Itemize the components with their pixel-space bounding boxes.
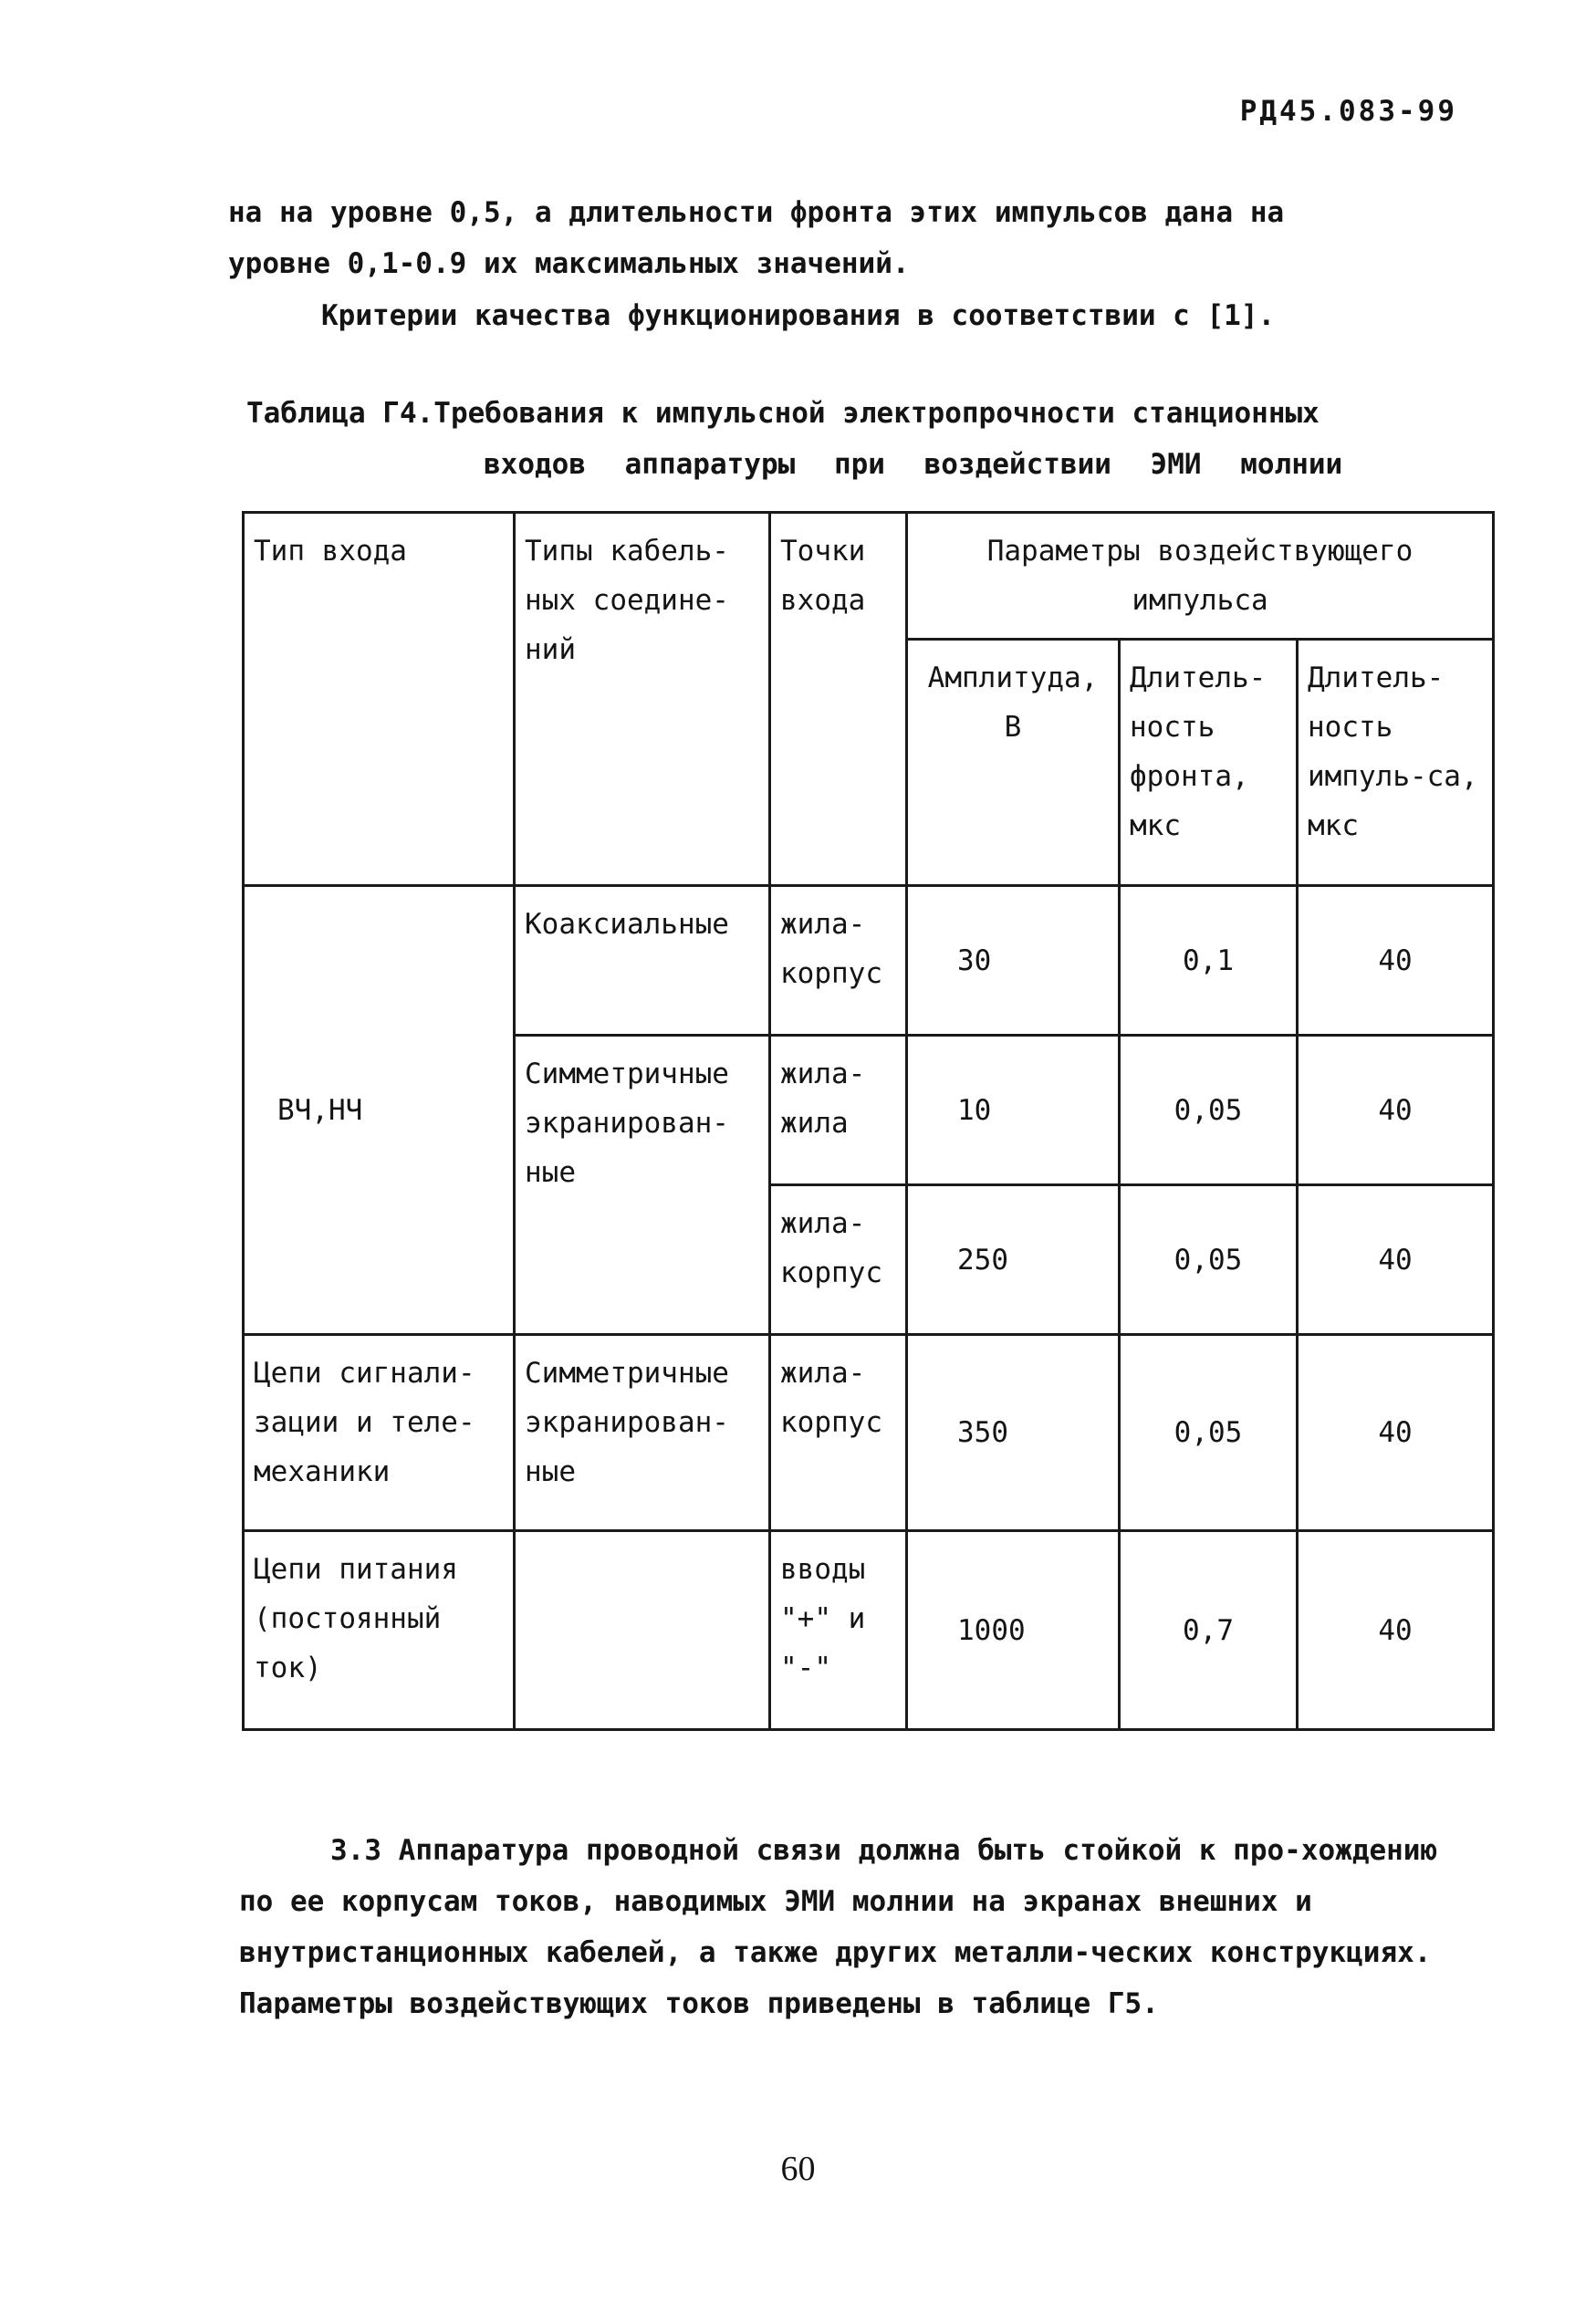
cell-front: 0,1 [1120, 886, 1298, 1036]
header-pulse-duration: Длитель-ность импуль-са, мкс [1298, 640, 1494, 886]
cell-point: жила-корпус [770, 1185, 907, 1335]
cell-cable: Симметричные экранирован-ные [515, 1335, 770, 1531]
cell-amplitude: 250 [907, 1185, 1120, 1335]
header-front-duration: Длитель-ность фронта, мкс [1120, 640, 1298, 886]
cell-duration: 40 [1298, 1531, 1494, 1730]
header-params: Параметры воздействующего импульса [907, 513, 1494, 640]
requirements-table [242, 511, 1495, 1731]
section-3-3-paragraph [239, 1825, 1466, 2029]
table-row [244, 1335, 1494, 1531]
cell-front: 0,05 [1120, 1335, 1298, 1531]
document-code: РД45.083-99 [1239, 95, 1457, 128]
intro-line-2: уровне 0,1-0.9 их максимальных значений. [228, 247, 910, 280]
header-points: Точки входа [770, 513, 907, 886]
table-caption [246, 388, 1497, 490]
cell-cable: Коаксиальные [515, 886, 770, 1036]
intro-paragraph [228, 187, 1469, 289]
table-row [244, 886, 1494, 1036]
page-number: 60 [780, 2150, 816, 2188]
table-header-row [244, 513, 1494, 640]
table-row [244, 1531, 1494, 1730]
cell-duration: 40 [1298, 1335, 1494, 1531]
table-caption-line-1: Таблица Г4.Требования к импульсной электропрочности станционных [246, 397, 1320, 430]
cell-duration: 40 [1298, 886, 1494, 1036]
cell-duration: 40 [1298, 1185, 1494, 1335]
cell-front: 0,7 [1120, 1531, 1298, 1730]
section-3-3-text: 3.3 Аппаратура проводной связи должна быть стойкой к про-хождению по ее корпусам токов, наводимых ЭМИ молнии на экранах внешних и внутристанционных кабелей, а также других металли-ческих конструкциях. Параметры воздействующих токов приведены в таблице Г5. [239, 1834, 1438, 2020]
cell-input-type: ВЧ,НЧ [244, 886, 515, 1335]
cell-point: жила-корпус [770, 886, 907, 1036]
cell-point: жила-жила [770, 1036, 907, 1185]
cell-cable: Симметричные экранирован-ные [515, 1036, 770, 1335]
cell-amplitude: 350 [907, 1335, 1120, 1531]
intro-line-1: на на уровне 0,5, а длительности фронта этих импульсов дана на [228, 196, 1285, 229]
cell-duration: 40 [1298, 1036, 1494, 1185]
cell-input-type: Цепи сигнали-зации и теле-механики [244, 1335, 515, 1531]
cell-front: 0,05 [1120, 1036, 1298, 1185]
cell-amplitude: 1000 [907, 1531, 1120, 1730]
cell-cable [515, 1531, 770, 1730]
cell-front: 0,05 [1120, 1185, 1298, 1335]
header-input-type: Тип входа [244, 513, 515, 886]
criteria-paragraph: Критерии качества функционирования в соответствии с [1]. [321, 299, 1276, 332]
cell-amplitude: 10 [907, 1036, 1120, 1185]
cell-point: жила-корпус [770, 1335, 907, 1531]
cell-amplitude: 30 [907, 886, 1120, 1036]
header-amplitude: Амплитуда, В [907, 640, 1120, 886]
header-cable-types: Типы кабель-ных соедине-ний [515, 513, 770, 886]
table-caption-line-2: входов аппаратуры при воздействии ЭМИ молнии [484, 448, 1343, 481]
cell-point: вводы "+" и "-" [770, 1531, 907, 1730]
cell-input-type: Цепи питания (постоянный ток) [244, 1531, 515, 1730]
